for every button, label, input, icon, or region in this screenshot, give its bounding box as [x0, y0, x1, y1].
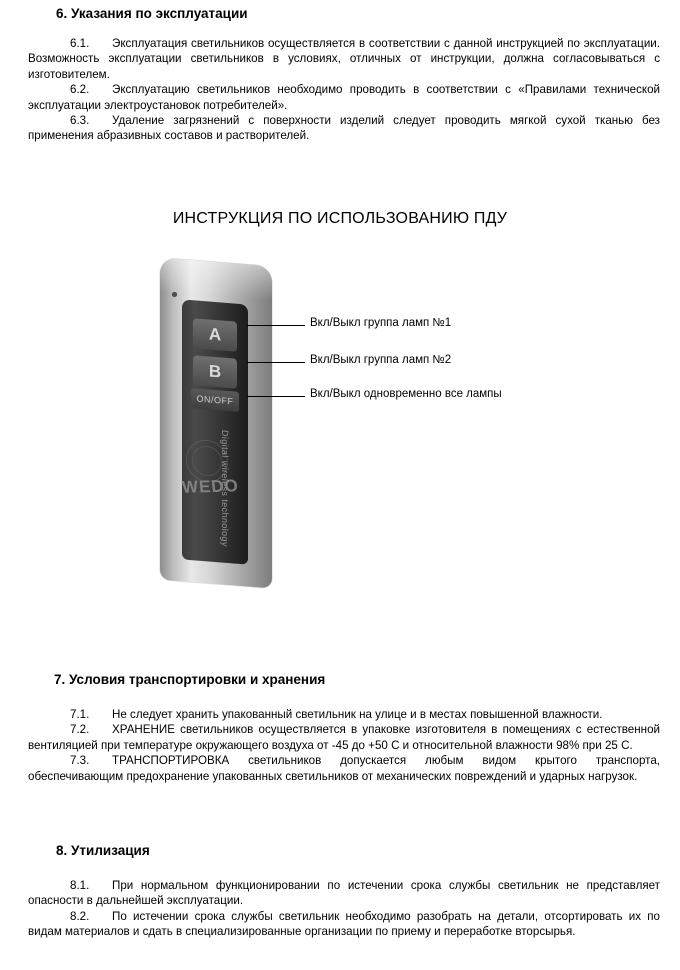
remote-button-b: B [193, 355, 237, 388]
remote-side-text: Digital wireless technology [220, 429, 230, 548]
callout-leader-line-1 [247, 325, 305, 326]
section-6-body [28, 36, 660, 144]
section-8-body [28, 878, 660, 940]
callout-label-3: Вкл/Выкл одновременно все лампы [310, 388, 502, 400]
callout-leader-line-3 [247, 396, 305, 397]
item-7-1-number: 7.1. [70, 708, 90, 721]
item-8-2-text: По истечении срока службы светильник необходимо разобрать на детали, отсортировать их по видам материалов и сдать в специализированные организации по приему и переработке вторсырья. [28, 909, 660, 939]
callout-label-2: Вкл/Выкл группа ламп №2 [310, 354, 452, 366]
remote-control-illustration [160, 262, 290, 592]
item-7-3-number: 7.3. [70, 754, 90, 768]
item-7-3-text: ТРАНСПОРТИРОВКА светильников допускается любым видом крытого транспорта, обеспечивающим предохранение упакованных светильников от механических повреждений и ударных нагрузок. [28, 754, 660, 783]
item-8-1-number: 8.1. [70, 879, 90, 892]
item-6-2-number: 6.2. [70, 83, 90, 97]
item-7-2-number: 7.2. [70, 723, 90, 737]
section-8-heading: 8. Утилизация [56, 843, 150, 858]
item-6-2-text: Эксплуатацию светильников необходимо проводить в соответствии с «Правилами технической эксплуатации электроустановок потребителей». [28, 83, 660, 112]
item-8-1-text: При нормальном функционировании по истечении срока службы светильник не представляет опасности в дальнейшей эксплуатации. [28, 879, 660, 908]
remote-brand-label: WEDO [181, 476, 240, 497]
remote-button-onoff: ON/OFF [191, 388, 239, 412]
callout-leader-line-2 [247, 362, 305, 363]
figure-title: ИНСТРУКЦИЯ ПО ИСПОЛЬЗОВАНИЮ ПДУ [172, 210, 508, 227]
item-6-1-text: Эксплуатация светильников осуществляется в соответствии с данной инструкцией по эксплуатации. Возможность эксплуатации светильников в условиях, отличных от инструкции, должна согласовываться с изготовителем. [28, 37, 660, 81]
callout-label-1: Вкл/Выкл группа ламп №1 [310, 317, 452, 329]
item-7-2-text: ХРАНЕНИЕ светильников осуществляется в упаковке изготовителя в помещениях с естественной вентиляцией при температуре окружающего воздуха от -45 до +50 С и относительной влажности 98% при 25 С. [28, 723, 660, 752]
section-7-body [28, 707, 660, 784]
item-6-3-number: 6.3. [70, 114, 90, 128]
item-7-1-text: Не следует хранить упакованный светильник на улице и в местах повышенной влажности. [112, 708, 603, 721]
item-6-3-text: Удаление загрязнений с поверхности изделий следует проводить мягкой сухой тканью без применения абразивных составов и растворителей. [28, 114, 660, 143]
section-7-heading: 7. Условия транспортировки и хранения [54, 672, 326, 687]
section-6-heading: 6. Указания по эксплуатации [56, 6, 248, 21]
led-indicator-icon [172, 292, 177, 297]
remote-button-a: A [193, 318, 237, 351]
item-8-2-number: 8.2. [70, 909, 90, 923]
item-6-1-number: 6.1. [70, 37, 90, 50]
